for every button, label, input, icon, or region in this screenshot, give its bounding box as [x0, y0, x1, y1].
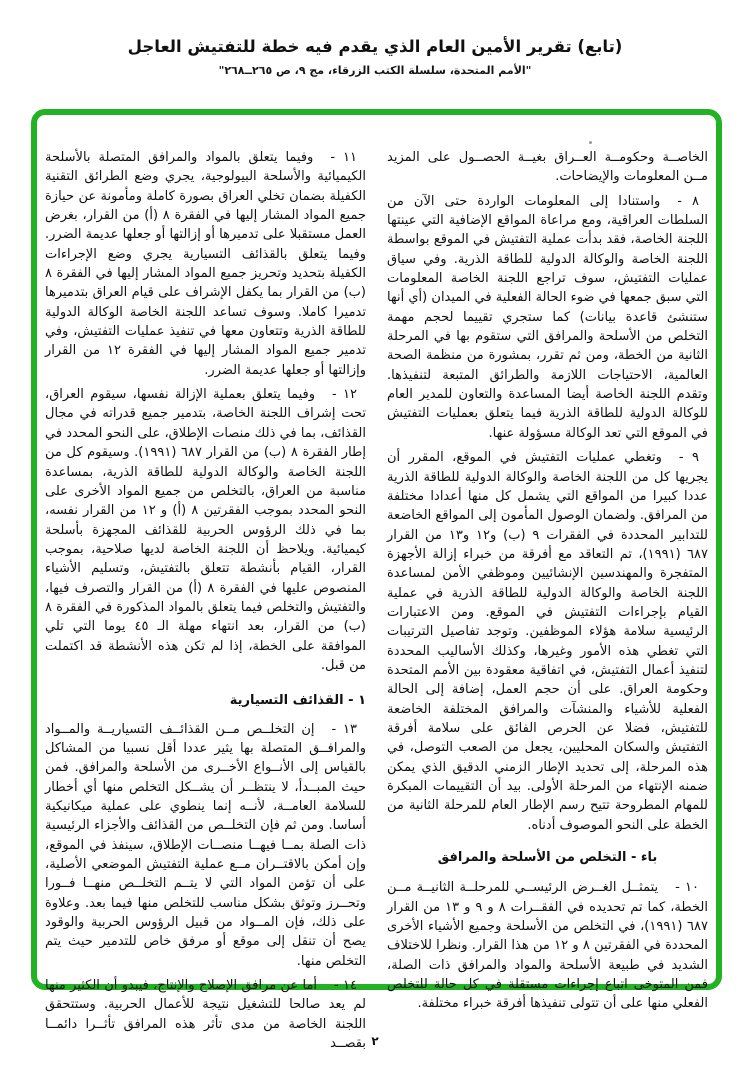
paragraph-number: ١٠ - — [675, 880, 699, 896]
paragraph-text: وتغطي عمليات التفتيش في الموقع، المقرر أن يجريها كل من اللجنة الخاصة والوكالة الدولية للطاقة الذرية عددا كبيرا من المواقع التي يشمل كل منها أعدادا مختلفة من المرافق. ولضمان الوصول المأمون إلى المواقع الخاضعة للتدابير المحددة في الفقرات ٩ (ب) و١٢ و١٣ من القرار ٦٨٧ (١٩٩١)، تم التعاقد مع أفرقة من خبراء إزالة الأجهزة المتفجرة والمهندسين الإنشائيين وموظفي الأمن لمساعدة اللجنة الخاصة والوكالة الدولية للطاقة الذرية في عملية القيام بإجراءات التفتيش في الموقع. ومن الاعتبارات الرئيسية سلامة هؤلاء الموظفين. وتوجد تفاصيل الترتيبات التي تغطي هذه الأمور وغيرها، وكذلك الأساليب المحددة لتنفيذ أعمال التفتيش، في اتفاقية معقودة بين الأمم المتحدة وحكومة العراق. على أن حجم العمل، إضافة إلى الحالة الفعلية للأشياء والمنشآت والمرافق المختلفة الخاضعة للتفتيش، فضلا عن الحرص الفائق على سلامة أفرقة التفتيش والسكان المحليين، يجعل من الصعب التوصل، في هذه المرحلة، إلى تحديد الإطار الزمني الدقيق الذي يمكن ضمنه الإنتهاء من المرحلة الأولى. بيد أن التقييمات المبكرة للمهام المطروحة تتيح رسم الإطار العام للمرحلة الثانية من الخطة على النحو الموصوف أدناه. — [387, 450, 708, 833]
numbered-paragraph — [45, 148, 366, 380]
numbered-paragraph — [387, 192, 708, 443]
paragraph-text: وفيما يتعلق بالمواد والمرافق المتصلة بالأسلحة الكيميائية والأسلحة البيولوجية، يجري وضع الطرائق التقنية الكفيلة بضمان تخلي العراق بصورة كاملة ومأمونة عن حيازة جميع المواد المشار إليها في الفقرة ٨ (أ) من القرار، بغرض العمل مستقبلا على تدميرها أو إزالتها أو جعلها عديمة الضرر. وفيما يتعلق بالقذائف التسيارية يجري وضع الإجراءات الكفيلة بتحديد وتحريز جميع المواد المشار إليها في الفقرة ٨ (ب) من القرار بما يكفل الإشراف على قيام العراق بتدميرها تدميرا كاملا. وسوف تساعد اللجنة الخاصة الوكالة الدولية للطاقة الذرية وتتعاون معها في تنفيذ عمليات التفتيش، وفي تدمير جميع المواد المشار إليها في الفقرة ١٢ من القرار وإزالتها أو جعلها عديمة الضرر. — [45, 150, 366, 378]
column-left — [45, 148, 366, 1058]
page-subtitle: "الأمم المتحدة، سلسلة الكتب الزرقاء، مج ٩، ص ٢٦٥ــ٢٦٨" — [218, 64, 532, 77]
numbered-paragraph — [387, 878, 708, 1013]
numbered-paragraph — [45, 385, 366, 675]
paragraph-text: إن التخلــص مــن القذائــف التسياريــة والمــواد والمرافــق المتصلة بها يثير عددا أقل نسبيا من المشاكل بالقياس إلى الأنــواع الأخــرى من الأسلحة والمرافق. فمن حيث المبــدأ، لا ينتظــر أن يشــكل التخلص منها أي أخطار للسلامة العامــة، لأنــه إنما ينطوي على عملية ميكانيكية أساسا. ومن ثم فإن التخلــص من القذائف والأجزاء الرئيسية ذات الصلة بمــا فيهــا منصــات الإطلاق، سينفذ في الموقع، وإن أمكن بالاقتــران مــع عملية التفتيش الموضعي الأصلية، على أن تؤمن المواد التي لا يتــم التخلــص منهــا فــورا وتحــرز وتوثق بشكل مناسب للتخلص منها فيما بعد. وعلاوة على ذلك، فإن المــواد من قبيل الرؤوس الحربية والوقود يصح أن تنقل إلى موقع أو مرفق خاص للتدمير حيث يتم التخلص منها. — [45, 721, 366, 969]
numbered-paragraph — [45, 720, 366, 971]
subsection-heading: ١ - القذائف التسيارية — [229, 693, 366, 709]
column-right — [387, 148, 708, 1019]
continuation-paragraph — [387, 148, 708, 187]
paragraph-number: ١٤ - — [334, 978, 358, 994]
page-title: (تابع) تقرير الأمين العام الذي يقدم فيه خطة للتفتيش العاجل — [127, 37, 623, 56]
paragraph-number: ٨ - — [677, 193, 699, 209]
paragraph-number: ١٣ - — [331, 721, 357, 737]
paragraph-text: وفيما يتعلق بعملية الإزالة نفسها، سيقوم العراق، تحت إشراف اللجنة الخاصة، بتدمير جميع قدراته في مجال القذائف، بما في ذلك منصات الإطلاق، على النحو المحدد في إطار الفقرة ٨ (ب) من القرار ٦٨٧ (١٩٩١). وسيقوم كل من اللجنة الخاصة والوكالة الدولية للطاقة الذرية، بمساعدة مناسبة من العراق، بالتخلص من جميع المواد الأخرى على النحو المحدد بموجب الفقرتين ٨ (أ) و ١٢ من القرار نفسه، بما في ذلك الرؤوس الحربية للقذائف المجهزة بأسلحة كيميائية. ويلاحظ أن اللجنة الخاصة لديها صلاحية، بموجب القرار، القيام بأنشطة تتعلق بالتفتيش، وتسليم الأشياء المنصوص عليها في الفقرة ٨ (أ) من القرار والتصرف فيها، والتفتيش والتخلص فيما يتعلق بالمواد المذكورة في الفقرة ٨ (ب) من القرار، بعد انتهاء مهلة الـ ٤٥ يوما التي تلي الموافقة على الخطة، إذا لم تكن هذه الأنشطة قد اكتملت من قبل. — [45, 387, 366, 673]
section-heading: باء - التخلص من الأسلحة والمرافق — [437, 850, 658, 866]
numbered-paragraph — [387, 448, 708, 835]
two-column-layout — [45, 148, 708, 1058]
paragraph-number: ١١ - — [330, 150, 358, 165]
paragraph-text: أما عن مرافق الإصلاح والإنتاج، فيبدو أن الكثير منها لم يعد صالحا للتشغيل نتيجة للأعمال الحربية. وستتحقق اللجنة الخاصة من مدى تأثر هذه المرافق تأثــرا دائمــا بقصــد — [45, 978, 366, 1052]
page-number: ٢ — [371, 1034, 379, 1048]
paragraph-number: ٩ - — [678, 450, 699, 466]
paragraph-text: واستنادا إلى المعلومات الواردة حتى الآن من السلطات العراقية، ومع مراعاة المواقع الإضافية التي عينتها اللجنة الخاصة، فقد بدأت عملية التفتيش في الموقع بواسطة اللجنة الخاصة والوكالة الدولية للطاقة الذرية. وفي سياق عمليات التفتيش، سوف تراجع اللجنة الخاصة المعلومات التي سبق جمعها في ضوء الحالة الفعلية في الميدان (أي أنها ستنشئ قاعدة بيانات) كما ستجري تقييما لحجم مهمة التخلص من الأسلحة والمرافق التي ستقوم بها في المرحلة الثانية من الخطة، ومن ثم تقرر، بمشورة من منظمة الصحة العالمية، الاحتياجات اللازمة والطرائق المتبعة لتنفيذها. وتقدم اللجنة الخاصة أيضا المساعدة والتعاون للمدير العام للوكالة الدولية للطاقة الذرية فيما يتعلق بعمليات التفتيش في الموقع التي تعد الوكالة مسؤولة عنها. — [387, 193, 708, 441]
paragraph-number: ١٢ - — [332, 387, 357, 403]
paragraph-text: يتمثــل الغــرض الرئيســي للمرحلــة الثانيــة مــن الخطة، كما تم تحديده في الفقــرات ٨ و ٩ و ١٣ من القرار ٦٨٧ (١٩٩١)، في التخلص من الأسلحة وجميع الأشياء الأخرى المحددة في الفقرتين ٨ و ١٢ من هذا القرار. ونظرا للاختلاف الشديد في طبيعة الأسلحة والمواد والمرافق ذات الصلة، فمن المتوخى اتباع إجراءات مستقلة في كل حالة للتخلص الفعلي منها على أن تتولى تنفيذها أفرقة خبراء مختلفة. — [387, 880, 708, 1012]
content-frame — [31, 109, 722, 1052]
document-header — [0, 36, 750, 77]
scan-artifact-dot — [589, 141, 592, 144]
paragraph-text: الخاصــة وحكومــة العــراق بغيــة الحصــول على المزيد مــن المعلومات والإيضاحات. — [387, 150, 708, 185]
